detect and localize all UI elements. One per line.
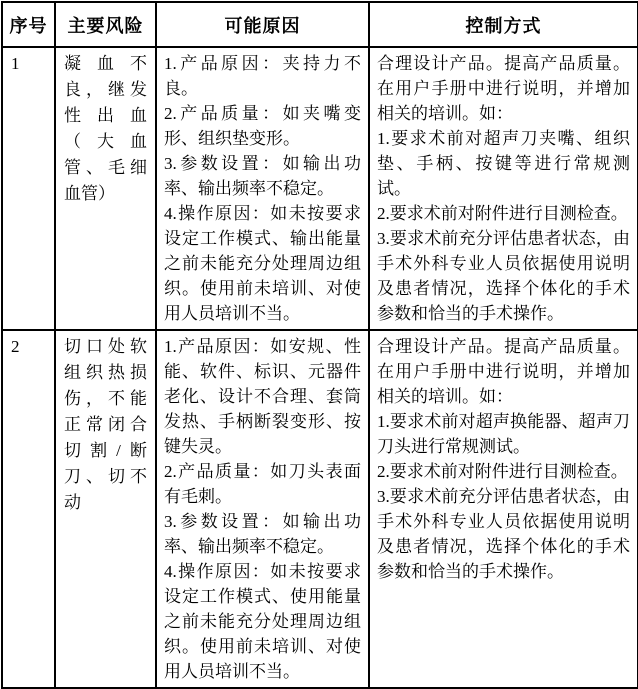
table-row bbox=[2, 330, 638, 688]
header-possible-cause: 可能原因 bbox=[156, 2, 369, 47]
control-paragraph: 3.要求术前充分评估患者状态，由手术外科专业人员依据使用说明及患者情况，选择个体化的手术参数和恰当的手术操作。 bbox=[377, 487, 630, 581]
row2-controls bbox=[369, 330, 638, 688]
cause-paragraph: 3.参数设置：如输出功率、输出频率不稳定。 bbox=[164, 512, 361, 556]
table-row bbox=[2, 47, 638, 330]
header-index: 序号 bbox=[2, 2, 55, 47]
cause-paragraph: 2.产品质量：如刀头表面有毛刺。 bbox=[164, 462, 361, 506]
control-paragraph: 合理设计产品。提高产品质量。在用户手册中进行说明，并增加相关的培训。如： bbox=[377, 337, 630, 406]
cause-paragraph: 4.操作原因：如未按要求设定工作模式、使用能量之前未能充分处理周边组织。使用前未培训、对使用人员培训不当。 bbox=[164, 562, 361, 681]
cause-paragraph: 2.产品质量：如夹嘴变形、组织垫变形。 bbox=[164, 104, 361, 148]
row2-index: 2 bbox=[2, 330, 55, 688]
row2-causes bbox=[156, 330, 369, 688]
control-paragraph: 合理设计产品。提高产品质量。在用户手册中进行说明，并增加相关的培训。如： bbox=[377, 54, 630, 123]
control-paragraph: 1.要求术前对超声刀夹嘴、组织垫、手柄、按键等进行常规测试。 bbox=[377, 129, 630, 198]
header-main-risk: 主要风险 bbox=[55, 2, 156, 47]
cause-paragraph: 4.操作原因：如未按要求设定工作模式、输出能量之前未能充分处理周边组织。使用前未培训、对使用人员培训不当。 bbox=[164, 204, 361, 323]
header-control-method: 控制方式 bbox=[369, 2, 638, 47]
row1-index: 1 bbox=[2, 47, 55, 330]
row1-causes bbox=[156, 47, 369, 330]
control-paragraph: 1.要求术前对超声换能器、超声刀刀头进行常规测试。 bbox=[377, 412, 630, 456]
row2-risk: 切口处软组织热损伤，不能正常闭合切割/断刀、切不动 bbox=[55, 330, 156, 688]
cause-paragraph: 3.参数设置：如输出功率、输出频率不稳定。 bbox=[164, 154, 361, 198]
row1-controls bbox=[369, 47, 638, 330]
control-paragraph: 2.要求术前对附件进行目测检查。 bbox=[377, 204, 628, 223]
cause-paragraph: 1.产品原因：夹持力不良。 bbox=[164, 54, 361, 98]
row1-risk: 凝血不良，继发性出血（大血管、毛细血管） bbox=[55, 47, 156, 330]
header-row bbox=[2, 2, 638, 47]
cause-paragraph: 1.产品原因：如安规、性能、软件、标识、元器件老化、设计不合理、套筒发热、手柄断裂变形、按键失灵。 bbox=[164, 337, 361, 456]
control-paragraph: 2.要求术前对附件进行目测检查。 bbox=[377, 462, 628, 481]
risk-control-table bbox=[1, 1, 638, 689]
control-paragraph: 3.要求术前充分评估患者状态，由手术外科专业人员依据使用说明及患者情况，选择个体化的手术参数和恰当的手术操作。 bbox=[377, 229, 630, 323]
